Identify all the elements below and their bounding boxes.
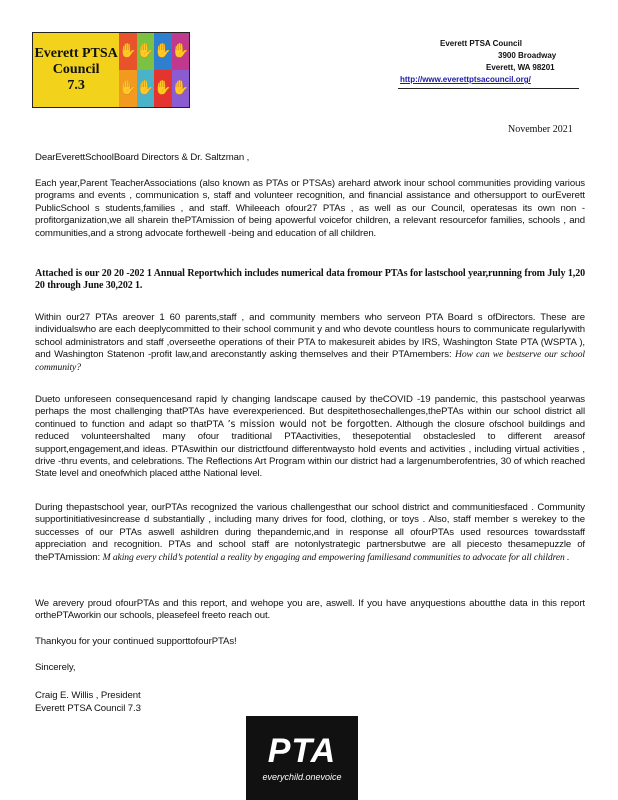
- signature-org: Everett PTSA Council 7.3: [35, 703, 141, 714]
- logo-line-1: Everett PTSA: [34, 46, 118, 61]
- website-link[interactable]: http://www.everettptsacouncil.org/: [400, 75, 531, 84]
- raised-hands-graphic: [119, 33, 189, 107]
- paragraph-volunteers: [35, 312, 585, 374]
- closing: Sincerely,: [35, 662, 76, 673]
- mission-phrase: ’s mission would not be forgotten.: [227, 418, 393, 430]
- address-city: Everett, WA 98201: [486, 63, 555, 72]
- pta-logo-word: PTA: [267, 732, 337, 770]
- volunteers-text: Within our27 PTAs areover 1 60 parents,staff , and community members who serveon PTA Board s ofDirectors. These are individualswho are each deeplycommitted to their school communit y and who devote countless hours to communicate regularlywith school administrators and staff ,overseethe operations of their PTA to makesureit abides by IRS, Washington State PTA (WSPTA ), and Washington Statenon -profit law,and areconstantly asking themselves and their PTAmembers:: [35, 312, 585, 361]
- paragraph-attached: Attached is our 20 20 -202 1 Annual Reportwhich includes numerical data fromour PTAs for lastschool year,running from July 1,20 20 through June 30,202 1.: [35, 268, 585, 292]
- volunteers-question: How can we bestserve our school community?: [35, 349, 585, 373]
- paragraph-community: [35, 502, 585, 564]
- hand-icon: ✋: [137, 70, 154, 107]
- hand-icon: ✋: [154, 70, 171, 107]
- pta-logo-tagline: everychild.onevoice: [262, 772, 342, 782]
- hand-icon: ✋: [172, 70, 189, 107]
- paragraph-intro: Each year,Parent TeacherAssociations (also known as PTAs or PTSAs) arehard atwork inour school communities providing various programs and events , communication s, staff and volunteer recognition, and financial assistance and othersupport to ourEverett PublicSchool s students,families , and staff. Whileeach ofour27 PTAs , as well as our Council, operatesas its own non -profitorganization,we all sharein thePTAmission of being apowerful voicefor children, a relevant resourcefor families, schools , and communities,and a strong advocate forthewell -being and education of all children.: [35, 178, 585, 239]
- hand-icon: ✋: [154, 33, 171, 70]
- header-rule: [398, 88, 579, 89]
- paragraph-covid: [35, 394, 585, 481]
- hand-icon: ✋: [119, 70, 136, 107]
- covid-text-a: Dueto unforeseen consequencesand rapid ly changing landscape caused by theCOVID -19 pandemic, this pastschool yearwas perhaps the most challenging thatPTAs have everexperienced. But despitethosechallenges,thePTAs within our school district all continued to function and adapt so thatPTA: [35, 394, 585, 430]
- paragraph-thanks: Thankyou for your continued supporttofourPTAs!: [35, 636, 237, 647]
- address-street: 3900 Broadway: [498, 51, 557, 60]
- signature-name: Craig E. Willis , President: [35, 690, 141, 701]
- letter-date: November 2021: [508, 124, 573, 135]
- paragraph-proud: We arevery proud ofourPTAs and this report, and wehope you are, aswell. If you have anyquestions aboutthe data in this report orthePTAworkin our schools, pleasefeel freeto reach out.: [35, 598, 585, 622]
- hand-icon: ✋: [137, 33, 154, 70]
- salutation: DearEverettSchoolBoard Directors & Dr. Saltzman ,: [35, 152, 250, 163]
- covid-text-b: Although the closure ofschool buildings and reduced volunteershalted many ofour traditional PTAactivities, thesepotential obstaclesled to different areasof support,engagement,and ideas. PTAswithin our districtfound differentwaysto hold events and activities , including virtual activities , drive -thru events, and celebrations. The Reflections Art Program within our district had a largenumberofentries, 30 of which reached State level and oneofwhich placed atthe National level.: [35, 418, 585, 480]
- address-org: Everett PTSA Council: [440, 39, 522, 48]
- logo-line-2: Council: [52, 62, 100, 77]
- community-text: During thepastschool year, ourPTAs recognized the various challengesthat our school district and communitiesfaced . Community supportinitiativesincrease d substantially , including many drives for food, clothing, or toys . Also, staff member s werekey to the successes of our PTAs aswell ashildren during thepandemic,and in response all ofourPTAs used resources towardsstaff appreciation and recognition. PTAs and school staff are notonlystrategic partnersbutwe are all piecesto thesamepuzzle of thePTAmission:: [35, 502, 585, 563]
- logo-text: [33, 33, 119, 107]
- hand-icon: ✋: [172, 33, 189, 70]
- everett-ptsa-council-logo: [32, 32, 190, 108]
- pta-logo: [246, 716, 358, 800]
- logo-line-3: 7.3: [67, 78, 85, 93]
- mission-quote: M aking every child’s potential a reality by engaging and empowering familiesand communities to advocate for all children .: [102, 551, 570, 563]
- hand-icon: ✋: [119, 33, 136, 70]
